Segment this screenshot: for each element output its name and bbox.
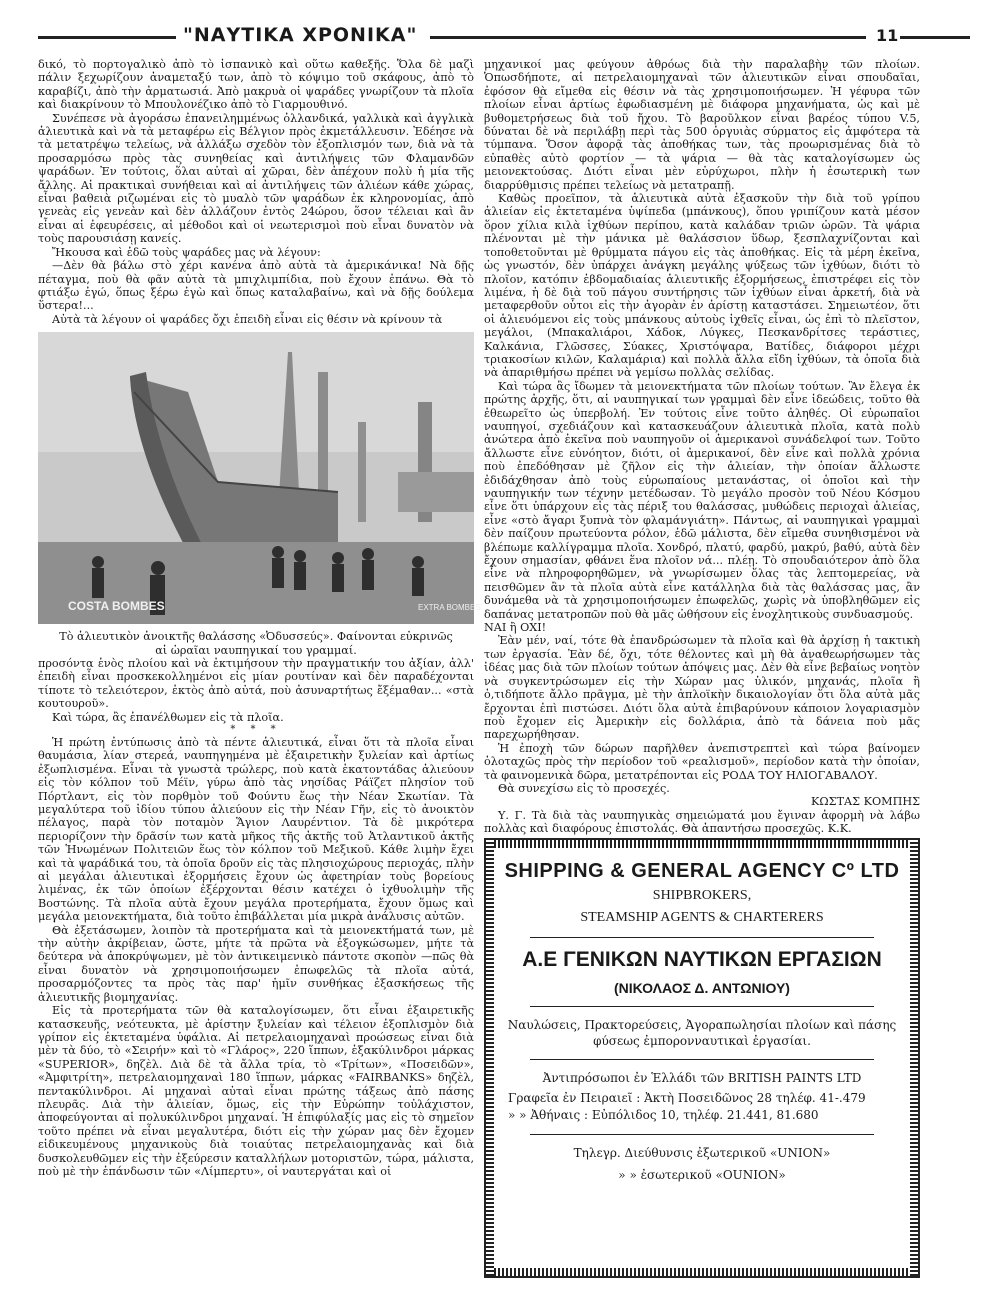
page-number: 11 — [876, 26, 899, 45]
header-rule-left — [38, 36, 176, 39]
ad-offices — [500, 1090, 904, 1124]
ship-illustration — [38, 332, 481, 624]
header-rule-right — [900, 36, 970, 39]
ad-services: Ναυλώσεις, Πρακτορεύσεις, Ἀγοραπωλησίαι πλοίων καὶ πάσης φύσεως ἐμπορονναυτικαὶ ἐργασίαι. — [507, 1018, 897, 1048]
ad-representatives: Ἀντιπρόσωποι ἐν Ἑλλάδι τῶν BRITISH PAINTS LTD — [542, 1071, 862, 1085]
paragraph: Καὶ τώρα ἂς ἴδωμεν τὰ μειονεκτήματα τῶν πλοίων τούτων. Ἂν ἔλεγα ἐκ πρώτης ἀρχῆς, ὅτι, αἱ ναυπηγικαί των γραμμαὶ δὲν εἶνε ἰδεώδεις, τοῦτο θὰ ἐθεωρεῖτο ὡς ὑπερβολή. Ἐν τούτοις εἶνε τοῦτο ἀληθές. Οἱ εὐρωπαῖοι ναυπηγοί, σχεδιάζουν καὶ κατασκευάζουν ἁλιευτικὰ πλοῖα, κατὰ πολὺ ἀνώτερα ἀπὸ ἐκεῖνα ποὺ ναυπηγοῦν οἱ ἀμερικανοὶ συνάδελφοί των. Τοῦτο ἄλλωστε εἶνε εὐνόητον, διότι, οἱ ἀμερικανοί, δὲν εἶνε καὶ πολλὰ χρόνια ποὺ ἐπεδόθησαν μὲ ζῆλον εἰς τὴν ἁλιείαν, τὴν ὁποίαν ἄλλωστε ἐδιδάχθησαν ἀπὸ τοὺς εὐρωπαίους μετανάστας, οἱ ὁποῖοι καὶ τὴν ναυπηγικήν των τέχνην μετέδωσαν. Τὸ μεγάλο προσὸν τοῦ Νέου Κόσμου εἶνε ὅτι ὑπάρχουν εἰς τὰς πέριξ του θαλάσσας, μυθώδεις περιοχαὶ ἁλιείας, εἶνε «στὸ ἄγαρι ξυπνὰ τὸν φλαμάνγιάτη». Πάντως, αἱ ναυπηγικαὶ γραμμαὶ δὲν παίζουν πρωτεύοντα ρόλον, ἐδῶ μάλιστα, δὲν εἴμεθα συνηθισμένοι νὰ βλέπωμε καλλίγραμμα πλοῖα. Χονδρό, πλατύ, φαρδύ, μακρύ, βαθύ, αὐτὰ δὲν ἔχουν σημασίαν, φθάνει ἕνα πλοῖον νά... πλέῃ. Τὸ σπουδαιότερον ἀπὸ ὅλα εἶνε νὰ πληροφορηθῶμεν, νὰ γνωρίσωμεν ὅλας τὰς λεπτομερείας, νὰ πεισθῶμεν ἂν τὰ πλοῖα αὐτὰ εἶνε κατάλληλα διὰ τὰς θαλάσσας μας, ἂν δυνάμεθα νὰ τὰ χρησιμοποιήσωμεν ἐπωφελῶς, χωρὶς νὰ ὑποβληθῶμεν εἰς δαπάνας μετατροπῶν ποὺ θὰ μᾶς ὠθήσουν εἰς ἐνοχλητικοὺς συνδυασμούς. — [484, 379, 920, 621]
paragraph: Θὰ ἐξετάσωμεν, λοιπὸν τὰ προτερήματα καὶ τὰ μειονεκτήματά των, μὲ τὴν αὐτὴν ἀκρίβειαν, ὥστε, μήτε τὰ πρῶτα νὰ ἐξογκώσωμεν, μήτε τὰ δεύτερα νὰ ἀποκρύψωμεν, μὲ τὸν ἀντικειμενικὸ πάντοτε σκοπὸν —πῶς θὰ εἶναι δυνατὸν νὰ χρησιμοποιήσωμεν ἐπωφελῶς τὰ πλοῖα αὐτά, προσαρμόζοντες τα πρὸς τὰς παρ' ἡμῖν συνθήκας ἐξασκήσεως τῆς ἁλιευτικῆς βιομηχανίας. — [38, 923, 474, 1004]
ad-telegraph-line: Τηλεγρ. Διεύθυνσις ἐξωτερικοῦ «UNION» — [573, 1146, 831, 1160]
postscript-initials: Κ.Κ. — [827, 822, 852, 836]
paragraph: Εἰς τὰ προτερήματα τῶν θὰ καταλογίσωμεν, ὅτι εἶναι ἐξαιρετικῆς κατασκευῆς, νεότευκτα, μὲ ἀρίστην ξυλείαν καὶ τέλειον ἐξοπλισμὸν διὰ γρίπον εἰς ἐκτεταμένα ὑφάλια. Αἱ πετρελαιομηχαναὶ προώσεως εἶναι διὰ μὲν τὰ δύο, τὸ «Σειρήν» καὶ τὸ «Γλάρος», 220 ἵππων, ἑξακύλινδροι μάρκας «SUPERIOR», δηζὲλ. Διὰ δὲ τὰ ἄλλα τρία, τὸ «Τρίτων», «Ποσειδῶν», «Ἀμφιτρίτη», πετρελαιομηχαναὶ 180 ἵππων, μάρκας «FAIRBANKS» δηζὲλ, πεντακύλινδροι. Αἱ μηχαναὶ αὐταὶ εἶναι πρώτης τάξεως ἀπὸ πάσης πλευρᾶς. Διὰ τὴν ἁλιείαν, ὅμως, εἰς τὴν Εὐρώπην τοὐλάχιστον, ἀποφεύγονται αἱ πολυκύλινδροι μηχαναί. Ἡ ἐπιφύλαξίς μας εἰς τὸ σημεῖον τοῦτο πρέπει νὰ εἶναι μεγαλυτέρα, διότι εἰς τὴν χώραν μας δὲν ἔχομεν εἰδικευμένους μηχανικοὺς διὰ τοιαύτας πετρελαιομηχανὰς καὶ διὰ δυσκολευθῶμεν εἰς τὴν ἐξεύρεσιν καταλλήλων μοτοριστῶν, τώρα, μάλιστα, ποὺ μὲ τὴν ἐπάνδωσιν τῶν «Λίμπερτυ», οἱ ναυτεργάται καὶ οἱ — [38, 1004, 474, 1178]
paragraph: Ἡ πρώτη ἐντύπωσις ἀπὸ τὰ πέντε ἁλιευτικά, εἶναι ὅτι τὰ πλοῖα εἶναι θαυμάσια, λίαν στερεά, ναυπηγημένα μὲ ἐξαιρετικὴν ξυλείαν καὶ ἀρτίως ἐξωπλισμένα. Εἶναι τὰ γνωστὰ τρώλερς, ποὺ κατὰ ἑκατοντάδας ἁλιεύουν εἰς τὸν κόλπον τοῦ Μέϊν, γύρω ἀπὸ τὰς νησίδας Ράϊζετ πλησίον τοῦ Πόρτλαντ, εἰς τὸν πορθμὸν τοῦ Φούντυ ἕως τὴν Νέαν Σκωτίαν. Τὰ μεγαλύτερα τοῦ ἰδίου τύπου ἁλιεύουν εἰς τὴν Νέαν Γῆν, εἰς τὸ ἀνοικτὸν πέλαγος, παρὰ τὸν ποταμὸν Ἅγιον Λαυρέντιον. Τὰ δὲ μικρότερα περιορίζονν τὴν δρᾶσίν των κατὰ μῆκος τῆς ἀκτῆς τοῦ Ἀτλαντικοῦ ἀκτῆς τῶν Ἡνωμένων Πολιτειῶν ἕως τὸν κόλπον τοῦ Μεξικοῦ. Κάθε λιμὴν ἔχει καὶ τὰ ψαράδικά του, τὰ ὁποῖα δροῦν εἰς τὰς πλησιοχώρους περιοχάς, πλὴν αἱ μεγάλαι ἁλιευτικαὶ ἐξορμήσεις ἔχουν ὡς ἀφετηρίαν τοὺς βορείους λιμένας, ἐκ τῶν ὁποίων ἐξέρχονται θέσιν κατέχει ὁ ἰχθυολιμὴν τῆς Βοστώνης. Τὰ πλοῖα αὐτὰ ἔχουν μεγάλα προτερήματα, ἔχουν ὅμως καὶ μεγάλα μειονεκτήματα, διὰ τοῦτο ἐπιβάλλεται μία μικρὰ ἀνάλυσις αὐτῶν. — [38, 735, 474, 924]
ad-border-right — [910, 840, 918, 1276]
paragraph: Ἡ ἐποχὴ τῶν δώρων παρῆλθεν ἀνεπιστρεπτεὶ καὶ τώρα βαίνομεν ὁλοταχῶς πρὸς τὴν περίοδον τοῦ «ρεαλισμοῦ», περίοδον κατὰ τὴν ὁποίαν, τὰ φαινομενικὰ δῶρα, μετατρέπονται εἰς ΡΟΔΑ ΤΟΥ ΗΛΙΟΓΑΒΑΛΟΥ. — [484, 741, 920, 782]
paragraph: Αὐτὰ τὰ λέγουν οἱ ψαράδες ὄχι ἐπειδὴ εἶναι εἰς θέσιν νὰ κρίνουν τὰ — [52, 312, 443, 326]
shipping-agency-advertisement — [484, 838, 920, 1278]
ad-border-bottom — [486, 1268, 918, 1276]
author-signature: ΚΩΣΤΑΣ ΚΟΜΠΗΣ — [811, 795, 920, 809]
ad-greek-title: Α.Ε ΓΕΝΙΚΩΝ ΝΑΥΤΙΚΩΝ ΕΡΓΑΣΙΩΝ — [522, 948, 882, 971]
postscript-text: Υ. Γ. Τὰ διὰ τὰς ναυπηγικὰς σημειώματά μου ἔγιναν ἀφορμὴ νὰ λάβω πολλὰς καὶ διαφόρους ἐπιστολάς. Θὰ ἀπαντήσω προσεχῶς. — [484, 808, 920, 836]
left-column — [38, 58, 481, 1178]
header-rule-middle — [430, 36, 866, 39]
ad-divider — [530, 1006, 874, 1007]
ad-english-line: SHIPBROKERS, — [652, 888, 752, 903]
ad-english-title: SHIPPING & GENERAL AGENCY Cº LTD — [504, 860, 900, 882]
ad-divider — [530, 937, 874, 938]
ad-border-left — [486, 840, 494, 1276]
ad-divider — [530, 1059, 874, 1060]
paragraph: μηχανικοί μας φεύγουν ἀθρόως διὰ τὴν παραλαβὴν τῶν πλοίων. Ὁπωσδήποτε, αἱ πετρελαιομηχαναὶ τῶν ἁλιευτικῶν εἶναι σπουδαῖαι, ἐφόσον θὰ εἴμεθα εἰς θέσιν νὰ τὰς χρησιμοποιήσωμεν. Ἡ γέφυρα τῶν πλοίων εἶναι ἀρτίως ἐφωδιασμένη μὲ διάφορα μηχανήματα, ὡς καὶ μὲ βυθομετρήσεως διὰ τοῦ ἤχου. Τὸ βαροῦλκον εἶναι βαρέος τύπου V.5, δύναται δὲ νὰ περιλάβῃ περὶ τὰς 500 ὀργυιὰς σύρματος εἰς ἀμφότερα τὰ τύμπανα. Ὅσον ἀφορᾷ τὰς ἀποθήκας των, τὰς προωρισμένας διὰ τὸ εὐπαθὲς αὐτὸ φορτίον — τὰ ψάρια — θὰ τὰς καταλογίσωμεν ὡς μειονεκτούσας. Διότι εἶναι μὲν εὐρύχωροι, πλὴν ἡ ἐσωτερικὴ των διαρρύθμισις πρέπει τελείως νὰ μετατραπῇ. — [484, 58, 920, 192]
magazine-title: "ΝΑΥΤΙΚΑ ΧΡΟΝΙΚΑ" — [183, 24, 418, 46]
paragraph-emphasis: ΝΑΙ ἢ ΟΧΙ! — [484, 621, 547, 635]
paragraph: Καθὼς προεῖπον, τὰ ἁλιευτικὰ αὐτὰ ἐξασκοῦν τὴν διὰ τοῦ γρίπου ἁλιείαν εἰς ἐκτεταμένα ὑψίπεδα (μπάνκους), ὅπου γριπίζουν κατὰ μέσον ὅρον χίλια κιλὰ ἰχθύων περίπου, κατὰ καλάδαν τριῶν ὡρῶν. Τὰ ψάρια πλένονται μὲ τὴν μάνικα μὲ θαλάσσιον ὕδωρ, ξεσπλαχνίζονται καὶ τοποθετοῦνται μὲ θρύμματα πάγου εἰς τὰς ἀποθήκας. Εἰς τὰ μέρη ἐκεῖνα, ὡς γνωστόν, δὲν ὑπάρχει ἀνάγκη μεγάλης ψύξεως τῶν ἰχθύων, διότι τὸ πλοῖον, κατόπιν ἐβδομαδιαίας ἁλιευτικῆς ἐξορμήσεως, ἐπιστρέφει εἰς τὸν λιμένα, ἡ δὲ διὰ τοῦ πάγου συντήρησις τῶν ἰχθύων εἶναι ἀρκετή, διὰ νὰ μεταφερθοῦν οὗτοι εἰς τὴν ἀγορὰν ἐν ἀρίστῃ καταστάσει. Σημειωτέον, ὅτι οἱ ἁλιευόμενοι εἰς τοὺς μπάνκους αὐτοὺς ἰχθεῖς εἶναι, ὡς ἐπὶ τὸ πλεῖστον, μεγάλοι, (Μπακαλιάροι, Χάδοκ, Λύγκες, Πεσκανδρίτσες τεράστιες, Καλκάνια, Γλῶσσες, Σύακες, Χριστόψαρα, Βατίδες, διάφοροι μέχρι τριακοσίων κιλῶν, Καλαμάρια) καὶ πολλὰ ἄλλα εἴδη ἰχθύων, τὰ ὁποῖα διὰ νὰ ἀπαριθμήσω πρέπει νὰ γεμίσω πολλὰς σελίδας. — [484, 192, 920, 380]
photo-label-right: EXTRA BOMBES — [418, 603, 481, 613]
section-divider: * * * — [230, 723, 282, 735]
ad-office-line: » » Ἀθήναις : Εὐπόλιδος 10, τηλέφ. 21.441, 81.680 — [508, 1108, 819, 1122]
ad-content — [500, 854, 904, 1262]
paragraph: προσόντα ἑνὸς πλοίου καὶ νὰ ἐκτιμήσουν τὴν πραγματικήν του ἀξίαν, ἀλλ' ἐπειδὴ εἶναι προσκεκολλημένοι εἰς μίαν ρουτίναν καὶ δὲν παραδέχονται τίποτε τὸ τελειότερον, ἐκτὸς ἀπὸ αὐτά, ποὺ ἀσυναρτήτως ἔξέμαθαν... «στὰ κουτουροῦ». — [38, 656, 474, 711]
paragraph: Θὰ συνεχίσω εἰς τὸ προσεχές. — [498, 781, 670, 795]
ad-owner-name: (ΝΙΚΟΛΑΟΣ Δ. ΑΝΤΩΝΙΟΥ) — [614, 980, 790, 996]
photo-caption — [38, 630, 474, 657]
quote-paragraph: —Δὲν θὰ βάλω στὸ χέρι κανένα ἀπὸ αὐτὰ τὰ ἀμερικάνικα! Νὰ δῇς πέταγμα, ποὺ θὰ φᾶν αὐτὰ τὰ μπιχλιμπίδια, ποὺ ἔχουν ἐπάνω. Θὰ τὸ φτιάξω ἐγώ, ὅπως ξέρω ἐγὼ καὶ ὅπως καταλαβαίνω, καὶ νὰ δῇς δούλεμα ὕστερα!... — [38, 259, 474, 313]
ad-office-line: Γραφεῖα ἐν Πειραιεῖ : Ἀκτὴ Ποσειδῶνος 28 τηλέφ. 41-.479 — [508, 1091, 866, 1105]
ad-english-line: STEAMSHIP AGENTS & CHARTERERS — [580, 910, 824, 925]
postscript — [484, 809, 920, 836]
page-header — [38, 22, 970, 52]
paragraph: δικό, τὸ πορτογαλικὸ ἀπὸ τὸ ἰσπανικὸ καὶ οὕτω καθεξῆς. Ὅλα δὲ μαζὶ πάλιν ξεχωρίζουν ἀναμεταξύ των, ἀπὸ τὸ κόψιμο τοῦ σκάφους, ἀπὸ τὸ καραβίζι, ἀπὸ τὴν ἀρματωσιά. Ἀπὸ μακρυὰ οἱ ψαράδες γνωρίζουν τὰ πλοῖα καὶ διακρίνουν τὸ Μπουλονέζικο ἀπὸ τὸ Γιαρμουθινό. — [38, 58, 474, 112]
photo-label-left: COSTA BOMBES — [68, 599, 165, 614]
caption-line: αἱ ὡραῖαι ναυπηγικαί του γραμμαί. — [155, 643, 357, 657]
paragraph: Ἤκουσα καὶ ἐδῶ τοὺς ψαράδες μας νὰ λέγουν: — [52, 245, 321, 259]
ad-telegraph-line: » » ἐσωτερικοῦ «OUNION» — [618, 1168, 786, 1182]
right-column — [484, 58, 920, 836]
ad-divider — [530, 1134, 874, 1135]
paragraph: Συνέπεσε νὰ ἀγοράσω ἐπανειλημμένως ὀλλανδικά, γαλλικὰ καὶ ἀγγλικὰ ἁλιευτικὰ καὶ νὰ τὰ μεταφέρω εἰς Βέλγιον πρὸς ἐκμετάλλευσιν. Ἐδέησε νὰ τὰ μετατρέψω τελείως, νὰ ἀλλάξω σχεδὸν τὸν ἐξοπλισμόν των, διὰ νὰ τὰ προσαρμόσω πρὸς τὰς συνηθείας καὶ ἀντιλήψεις τῶν Φλαμανδῶν ψαράδων. Ἐν τούτοις, ὅλαι αὐταὶ αἱ χῶραι, δὲν ἀπέχουν πολὺ ἡ μία τῆς ἄλλης. Αἱ πρακτικαὶ συνήθειαι καὶ αἱ ἀντιλήψεις τῶν ἁλιέων κάθε χώρας, εἶναι βαθειὰ ριζωμέναι εἰς τὸ μυαλὸ τῶν ψαράδων ἐκ κληρονομίας, ἀπὸ γενεὰς εἰς γενεὰν καὶ δὲν ἀλλάζουν ἐντὸς 24ώρου, ὅσον τέλειαι καὶ ἂν εἶναι αἱ ἐφευρέσεις, αἱ μέθοδοι καὶ οἱ νεωτερισμοὶ ποὺ εἶναι δυνατὸν νὰ τοὺς παρουσιάσῃ κανείς. — [38, 111, 474, 246]
caption-line: Τὸ ἁλιευτικὸν ἀνοικτῆς θαλάσσης «Ὀδυσσεύς». Φαίνονται εὐκρινῶς — [59, 630, 453, 644]
ship-launch-photo — [38, 332, 481, 624]
paragraph: Καὶ τώρα, ἂς ἐπανέλθωμεν εἰς τὰ πλοῖα. — [52, 710, 284, 724]
ad-border-top — [486, 840, 918, 848]
paragraph: Ἐὰν μέν, ναί, τότε θὰ ἐπανδρώσωμεν τὰ πλοῖα καὶ θὰ ἀρχίσῃ ἡ τακτικὴ των ἐργασία. Ἐὰν δέ, ὄχι, τότε θέλοντες καὶ μὴ θὰ ἀναθεωρήσωμεν τὰς ἰδέας μας διὰ τῶν πλοίων τούτων ἀπόψεις μας. Δὲν θὰ εἶνε βεβαίως νοητὸν νὰ συγκεντρώσωμεν εἰς τὴν Χώραν μας ὑλικόν, μηχανάς, πλοῖα ἢ ὁ,τιδήποτε ἄλλο πρᾶγμα, μὲ τὴν ἀπλοϊκὴν δικαιολογίαν ὅτι ὅλα αὐτὰ μᾶς ἔρχονται ἐπὶ πιστώσει. Διότι ὅλα αὐτὰ ἐπιβαρύνουν κάποιον λογαριασμὸν ποὺ ἔχομεν εἰς Ἀμερικὴν εἰς δολλάρια, ἀπὸ τὰ δάνεια ποὺ μᾶς παρεχωρήθησαν. — [484, 634, 920, 742]
